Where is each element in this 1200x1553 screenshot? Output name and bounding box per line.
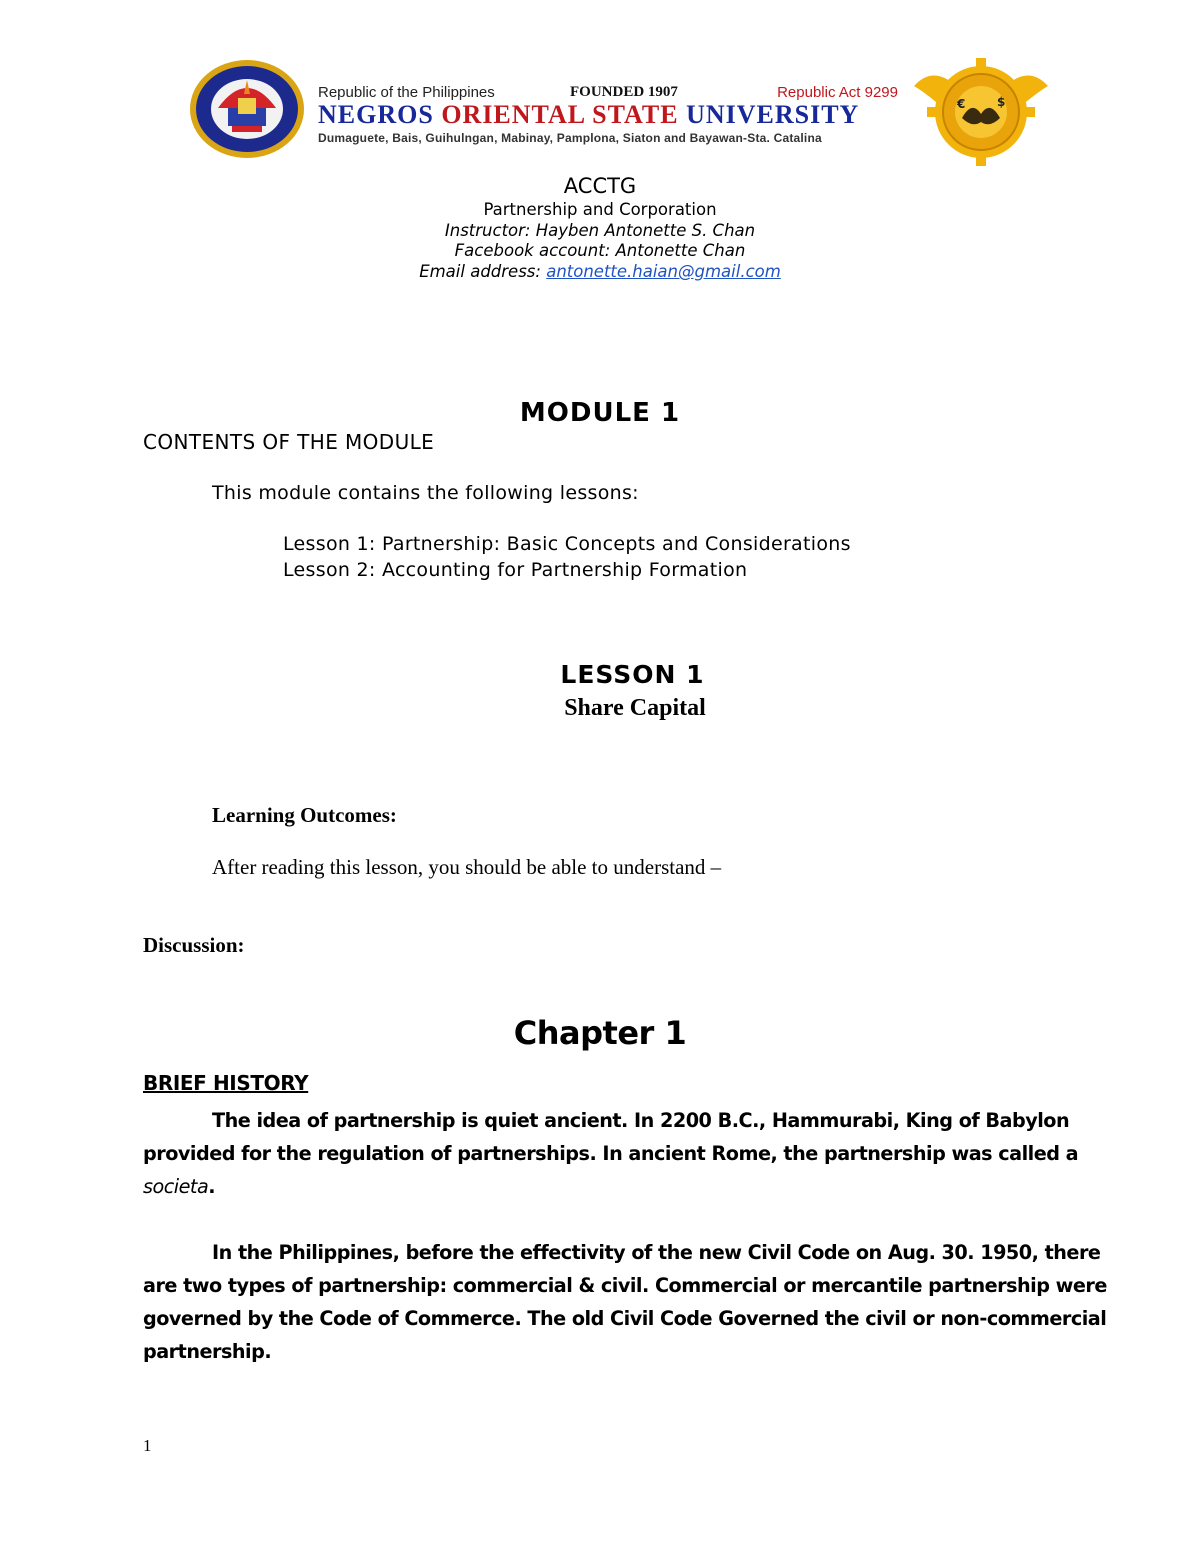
lesson-subtitle: Share Capital xyxy=(564,695,706,721)
paragraph-line xyxy=(143,1104,1070,1137)
university-name-part: STATE xyxy=(592,100,687,129)
email-link[interactable]: antonette.haian@gmail.com xyxy=(546,262,781,281)
university-name-part: ORIENTAL xyxy=(441,100,593,129)
svg-text:$: $ xyxy=(997,95,1006,109)
paragraph-line xyxy=(143,1236,1101,1269)
paragraph xyxy=(143,1104,1079,1203)
chapter-title: Chapter 1 xyxy=(513,1014,687,1052)
module-title: MODULE 1 xyxy=(519,398,681,428)
email-line xyxy=(0,262,1200,281)
founded-text: FOUNDED 1907 xyxy=(570,84,678,100)
facebook-line: Facebook account: Antonette Chan xyxy=(454,241,746,260)
university-name-part: NEGROS xyxy=(318,100,442,129)
instructor-line: Instructor: Hayben Antonette S. Chan xyxy=(444,221,756,240)
discussion-heading: Discussion: xyxy=(143,933,245,957)
email-label: Email address: xyxy=(419,262,547,281)
lesson-heading: LESSON 1 xyxy=(560,660,705,689)
paragraph-line xyxy=(143,1170,1053,1203)
campuses-line: Dumaguete, Bais, Guihulngan, Mabinay, Pamplona, Siaton and Bayawan-Sta. Catalina xyxy=(318,131,822,145)
republic-act-text: Republic Act 9299 xyxy=(777,84,898,101)
svg-text:€: € xyxy=(957,97,966,111)
nosu-seal-icon xyxy=(188,58,306,160)
course-code: ACCTG xyxy=(563,174,637,198)
republic-text: Republic of the Philippines xyxy=(318,84,495,101)
lesson-list-item: Lesson 1: Partnership: Basic Concepts and Considerations xyxy=(283,533,851,555)
module-intro: This module contains the following lessons: xyxy=(212,482,639,504)
university-name xyxy=(318,100,898,130)
college-gear-emblem-icon xyxy=(902,56,1060,166)
learning-outcomes-text: After reading this lesson, you should be able to understand – xyxy=(212,855,722,879)
paragraph-line: are two types of partnership: commercial & civil. Commercial or mercantile partnership were xyxy=(143,1274,1107,1297)
italic-term: societa xyxy=(143,1175,209,1198)
paragraph-line: provided for the regulation of partnerships. In ancient Rome, the partnership was called a xyxy=(143,1142,1079,1165)
learning-outcomes-heading: Learning Outcomes: xyxy=(212,803,397,827)
university-name-part: UNIVERSITY xyxy=(686,100,860,129)
page-number: 1 xyxy=(143,1436,152,1455)
course-title: Partnership and Corporation xyxy=(483,200,717,219)
paragraph xyxy=(143,1236,1107,1368)
contents-heading: CONTENTS OF THE MODULE xyxy=(143,430,435,454)
paragraph-line-text: . xyxy=(208,1175,215,1198)
lesson-list-item: Lesson 2: Accounting for Partnership Formation xyxy=(283,559,748,581)
section-heading: BRIEF HISTORY xyxy=(143,1071,309,1095)
paragraph-line: governed by the Code of Commerce. The old Civil Code Governed the civil or non-commercial xyxy=(143,1307,1107,1330)
paragraph-line-text: In the Philippines, before the effectivity of the new Civil Code on Aug. 30. 1950, there xyxy=(212,1241,1101,1264)
paragraph-line: partnership. xyxy=(143,1340,272,1363)
paragraph-line-text: The idea of partnership is quiet ancient. In 2200 B.C., Hammurabi, King of Babylon xyxy=(212,1109,1070,1132)
